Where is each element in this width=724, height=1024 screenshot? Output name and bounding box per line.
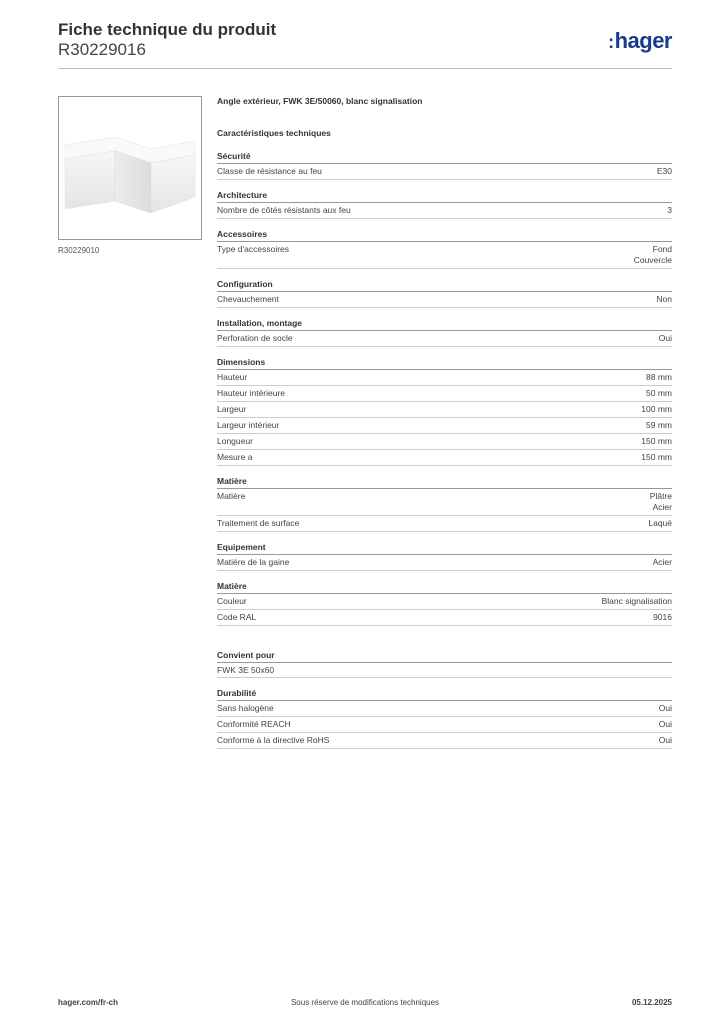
- spec-row: [217, 331, 672, 347]
- spec-label: Classe de résistance au feu: [217, 166, 322, 176]
- section-title: Equipement: [217, 542, 672, 555]
- spec-row: [217, 164, 672, 180]
- spec-row: [217, 434, 672, 450]
- spec-value: [648, 518, 672, 529]
- spec-label: Largeur: [217, 404, 247, 414]
- spec-row: [217, 450, 672, 466]
- spec-value: [657, 166, 672, 177]
- spec-section: [217, 650, 672, 678]
- section-title: Matière: [217, 476, 672, 489]
- spec-content: [217, 96, 672, 759]
- spec-value-line: 59 mm: [646, 420, 672, 430]
- spec-value: [653, 612, 672, 623]
- spec-value-line: 50 mm: [646, 388, 672, 398]
- logo-text: hager: [614, 28, 672, 53]
- spec-row: [217, 292, 672, 308]
- section-title: Durabilité: [217, 688, 672, 701]
- section-title: Accessoires: [217, 229, 672, 242]
- spec-label: Conformité REACH: [217, 719, 291, 729]
- spec-value-line: E30: [656, 166, 672, 176]
- section-title: Architecture: [217, 190, 672, 203]
- spec-value: [667, 205, 672, 216]
- spec-label: Conforme à la directive RoHS: [217, 735, 330, 745]
- spec-label: Mesure a: [217, 452, 253, 462]
- spec-row: [217, 701, 672, 717]
- spec-value-line: Oui: [658, 719, 672, 729]
- spec-value: [634, 244, 672, 266]
- spec-value: [646, 388, 672, 399]
- spec-section: [217, 279, 672, 308]
- logo-dots-icon: :: [608, 32, 614, 52]
- spec-value: [659, 735, 672, 746]
- spec-value-line: Oui: [658, 735, 672, 745]
- spec-value-line: Laqué: [648, 518, 672, 528]
- section-title: Installation, montage: [217, 318, 672, 331]
- spec-value-line: Oui: [658, 703, 672, 713]
- spec-label: Largeur intérieur: [217, 420, 280, 430]
- spec-value-line: Plâtre: [649, 491, 672, 501]
- hager-logo: [608, 28, 672, 54]
- spec-section: [217, 151, 672, 180]
- spec-row: [217, 555, 672, 571]
- spec-label: Longueur: [217, 436, 253, 446]
- spec-label: Sans halogène: [217, 703, 274, 713]
- spec-value-line: Fond: [652, 244, 672, 254]
- spec-label: Code RAL: [217, 612, 257, 622]
- spec-label: Type d'accessoires: [217, 244, 290, 254]
- document-title: Fiche technique du produit: [58, 20, 277, 39]
- spec-value-line: Oui: [658, 333, 672, 343]
- spec-label: Couleur: [217, 596, 247, 606]
- spec-label: Hauteur intérieure: [217, 388, 286, 398]
- spec-value: [650, 491, 672, 513]
- spec-row: [217, 203, 672, 219]
- spec-row: [217, 516, 672, 532]
- product-image: [58, 96, 202, 240]
- page-header: [58, 20, 672, 60]
- corner-duct-icon: [59, 97, 201, 239]
- footer-date: 05.12.2025: [631, 998, 672, 1007]
- spec-value: [653, 557, 672, 568]
- spec-section: [217, 476, 672, 532]
- spec-value-line: Non: [656, 294, 672, 304]
- header-divider: [58, 68, 672, 69]
- spec-row: [217, 370, 672, 386]
- footer-website[interactable]: hager.com/fr-ch: [58, 998, 119, 1007]
- spec-section: [217, 229, 672, 269]
- section-title: Dimensions: [217, 357, 672, 370]
- spec-value: [656, 294, 672, 305]
- spec-value-line: 9016: [653, 612, 672, 622]
- spec-label: Perforation de socle: [217, 333, 293, 343]
- spec-sections-extra: [217, 650, 672, 749]
- spec-value: [659, 719, 672, 730]
- product-name: Angle extérieur, FWK 3E/50060, blanc signalisation: [217, 96, 423, 106]
- spec-value: [646, 372, 672, 383]
- spec-value: [641, 436, 672, 447]
- spec-label: Hauteur: [217, 372, 248, 382]
- spec-label: Traitement de surface: [217, 518, 300, 528]
- spec-value: [641, 452, 672, 463]
- spec-row: [217, 733, 672, 749]
- spec-value-line: 88 mm: [646, 372, 672, 382]
- section-title: Configuration: [217, 279, 672, 292]
- spec-sections: [217, 151, 672, 626]
- spec-row: [217, 594, 672, 610]
- spec-label: Nombre de côtés résistants aux feu: [217, 205, 351, 215]
- spec-label: FWK 3E 50x60: [217, 665, 275, 675]
- spec-section: [217, 318, 672, 347]
- spec-row: [217, 418, 672, 434]
- section-gap: [217, 636, 672, 650]
- spec-value: [659, 703, 672, 714]
- spec-row: [217, 402, 672, 418]
- spec-label: Matière: [217, 491, 246, 501]
- spec-section: [217, 688, 672, 749]
- spec-value-line: Couvercle: [633, 255, 672, 265]
- spec-value-line: 3: [667, 205, 672, 215]
- spec-label: Matière de la gaine: [217, 557, 290, 567]
- spec-row: [217, 489, 672, 516]
- spec-row: [217, 242, 672, 269]
- section-title: Convient pour: [217, 650, 672, 663]
- spec-section: [217, 190, 672, 219]
- spec-value-line: Blanc signalisation: [601, 596, 672, 606]
- section-title: Matière: [217, 581, 672, 594]
- spec-row: [217, 663, 672, 678]
- spec-value: [641, 404, 672, 415]
- spec-value-line: Acier: [652, 502, 672, 512]
- spec-value-line: Acier: [652, 557, 672, 567]
- spec-section: [217, 581, 672, 626]
- spec-value: [659, 333, 672, 344]
- section-title: Sécurité: [217, 151, 672, 164]
- spec-value: [646, 420, 672, 431]
- footer-note: Sous réserve de modifications techniques: [290, 998, 440, 1007]
- spec-heading: Caractéristiques techniques: [217, 128, 331, 138]
- spec-label: Chevauchement: [217, 294, 279, 304]
- spec-value-line: 150 mm: [641, 436, 672, 446]
- spec-value: [602, 596, 672, 607]
- spec-value-line: 150 mm: [641, 452, 672, 462]
- image-caption: R30229010: [58, 246, 100, 255]
- spec-section: [217, 357, 672, 466]
- spec-value-line: 100 mm: [641, 404, 672, 414]
- spec-section: [217, 542, 672, 571]
- spec-row: [217, 386, 672, 402]
- product-code: R30229016: [58, 40, 146, 59]
- spec-row: [217, 717, 672, 733]
- spec-row: [217, 610, 672, 626]
